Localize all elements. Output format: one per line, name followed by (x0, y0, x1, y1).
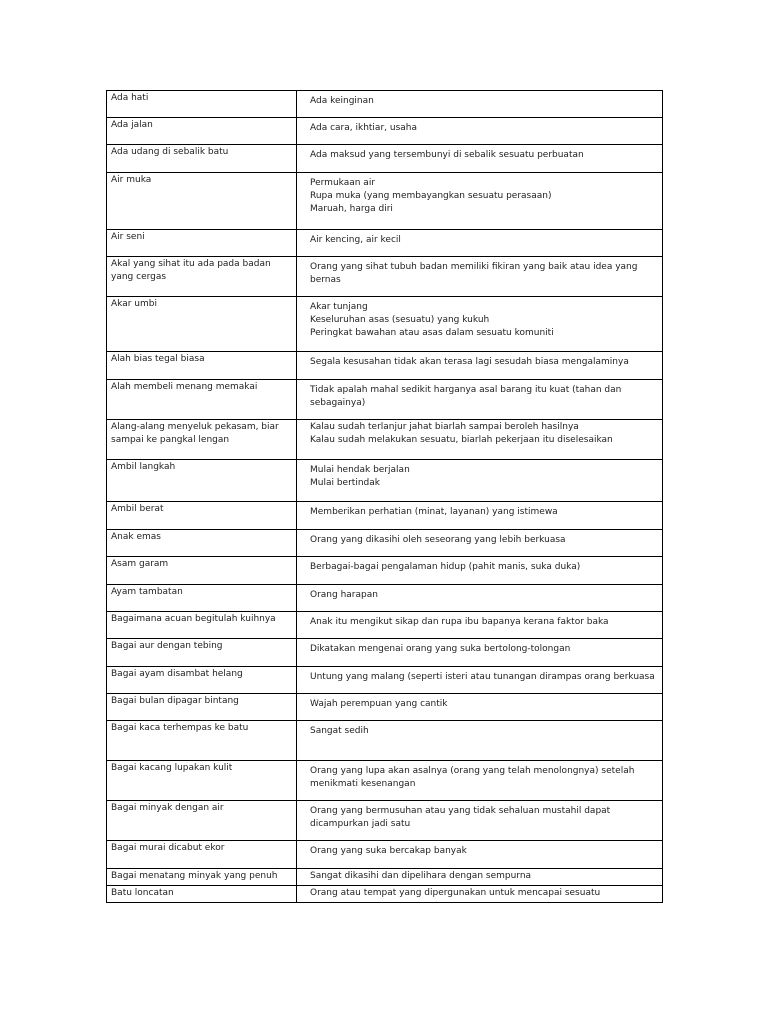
meaning-line: Rupa muka (yang membayangkan sesuatu perasaan) (310, 191, 552, 201)
meaning-cell (297, 801, 663, 841)
table-row (107, 502, 663, 530)
table-row (107, 557, 663, 585)
meaning-cell (297, 257, 663, 297)
meaning-cell (297, 761, 663, 801)
term-cell: Bagai bulan dipagar bintang (107, 694, 297, 721)
table-row (107, 801, 663, 841)
meaning-cell (297, 721, 663, 761)
meaning-line: Untung yang malang (seperti isteri atau tunangan dirampas orang berkuasa (310, 672, 655, 682)
term-cell: Bagai kaca terhempas ke batu (107, 721, 297, 761)
term-cell: Air muka (107, 173, 297, 230)
table-row (107, 585, 663, 612)
term-cell: Ambil berat (107, 502, 297, 530)
table-row (107, 869, 663, 886)
meaning-cell (297, 502, 663, 530)
meaning-cell (297, 639, 663, 667)
meaning-cell (297, 91, 663, 118)
meaning-line: Maruah, harga diri (310, 204, 393, 214)
term-cell: Bagai aur dengan tebing (107, 639, 297, 667)
table-row (107, 694, 663, 721)
meaning-cell (297, 420, 663, 460)
term-cell: Bagai murai dicabut ekor (107, 841, 297, 869)
idiom-table (106, 90, 663, 903)
meaning-cell (297, 118, 663, 145)
meaning-line: Ada keinginan (310, 96, 374, 106)
term-cell: Asam garam (107, 557, 297, 585)
table-row (107, 639, 663, 667)
table-row (107, 352, 663, 380)
meaning-line: Keseluruhan asas (sesuatu) yang kukuh (310, 315, 490, 325)
meaning-line: Mulai bertindak (310, 478, 380, 488)
table-row (107, 667, 663, 694)
term-cell: Ada udang di sebalik batu (107, 145, 297, 173)
meaning-line: Sangat sedih (310, 726, 369, 736)
meaning-line: Air kencing, air kecil (310, 235, 401, 245)
meaning-cell (297, 530, 663, 557)
term-cell: Akar umbi (107, 297, 297, 352)
term-cell: Batu loncatan (107, 886, 297, 903)
meaning-line: Orang yang dikasihi oleh seseorang yang lebih berkuasa (310, 535, 566, 545)
meaning-line: Orang atau tempat yang dipergunakan untuk mencapai sesuatu (310, 888, 601, 898)
meaning-cell (297, 667, 663, 694)
meaning-line: Sangat dikasihi dan dipelihara dengan sempurna (310, 871, 532, 881)
meaning-cell (297, 145, 663, 173)
meaning-cell (297, 612, 663, 639)
table-row (107, 145, 663, 173)
meaning-line: Anak itu mengikut sikap dan rupa ibu bapanya kerana faktor baka (310, 617, 609, 627)
meaning-cell (297, 869, 663, 886)
meaning-line: Akar tunjang (310, 302, 368, 312)
meaning-line: Berbagai-bagai pengalaman hidup (pahit manis, suka duka) (310, 562, 581, 572)
meaning-line: Wajah perempuan yang cantik (310, 699, 448, 709)
term-cell: Ayam tambatan (107, 585, 297, 612)
table-row (107, 420, 663, 460)
table-row (107, 91, 663, 118)
meaning-line: Mulai hendak berjalan (310, 465, 410, 475)
meaning-line: Orang yang lupa akan asalnya (orang yang telah menolongnya) setelah menikmati kesenangan (310, 766, 635, 789)
term-cell: Akal yang sihat itu ada pada badan yang cergas (107, 257, 297, 297)
meaning-line: Orang yang suka bercakap banyak (310, 846, 467, 856)
term-cell: Anak emas (107, 530, 297, 557)
meaning-line: Ada maksud yang tersembunyi di sebalik sesuatu perbuatan (310, 150, 584, 160)
term-cell: Bagai menatang minyak yang penuh (107, 869, 297, 886)
meaning-line: Orang yang bermusuhan atau yang tidak sehaluan mustahil dapat dicampurkan jadi satu (310, 806, 611, 829)
idiom-table-body (107, 91, 663, 903)
meaning-line: Peringkat bawahan atau asas dalam sesuatu komuniti (310, 328, 554, 338)
table-row (107, 721, 663, 761)
term-cell: Bagaimana acuan begitulah kuihnya (107, 612, 297, 639)
table-row (107, 530, 663, 557)
meaning-cell (297, 460, 663, 502)
term-cell: Bagai ayam disambat helang (107, 667, 297, 694)
term-cell: Ada jalan (107, 118, 297, 145)
term-cell: Alah bias tegal biasa (107, 352, 297, 380)
meaning-cell (297, 557, 663, 585)
meaning-line: Orang yang sihat tubuh badan memiliki fikiran yang baik atau idea yang bernas (310, 262, 638, 285)
term-cell: Alah membeli menang memakai (107, 380, 297, 420)
term-cell: Ada hati (107, 91, 297, 118)
table-row (107, 612, 663, 639)
table-row (107, 173, 663, 230)
term-cell: Air seni (107, 230, 297, 257)
table-row (107, 841, 663, 869)
meaning-line: Tidak apalah mahal sedikit harganya asal barang itu kuat (tahan dan sebagainya) (310, 385, 622, 408)
meaning-line: Dikatakan mengenai orang yang suka bertolong-tolongan (310, 644, 571, 654)
table-row (107, 297, 663, 352)
meaning-line: Kalau sudah terlanjur jahat biarlah sampai beroleh hasilnya (310, 422, 579, 432)
meaning-line: Segala kesusahan tidak akan terasa lagi sesudah biasa mengalaminya (310, 357, 629, 367)
meaning-line: Memberikan perhatian (minat, layanan) yang istimewa (310, 507, 558, 517)
meaning-cell (297, 173, 663, 230)
table-row (107, 230, 663, 257)
table-row (107, 118, 663, 145)
table-row (107, 886, 663, 903)
meaning-cell (297, 585, 663, 612)
meaning-line: Ada cara, ikhtiar, usaha (310, 123, 417, 133)
meaning-cell (297, 886, 663, 903)
term-cell: Alang-alang menyeluk pekasam, biar sampai ke pangkal lengan (107, 420, 297, 460)
meaning-cell (297, 230, 663, 257)
meaning-cell (297, 380, 663, 420)
meaning-line: Kalau sudah melakukan sesuatu, biarlah pekerjaan itu diselesaikan (310, 435, 613, 445)
table-row (107, 257, 663, 297)
meaning-cell (297, 352, 663, 380)
term-cell: Bagai kacang lupakan kulit (107, 761, 297, 801)
meaning-cell (297, 297, 663, 352)
table-row (107, 761, 663, 801)
meaning-line: Permukaan air (310, 178, 376, 188)
table-row (107, 380, 663, 420)
meaning-cell (297, 841, 663, 869)
term-cell: Bagai minyak dengan air (107, 801, 297, 841)
table-row (107, 460, 663, 502)
meaning-line: Orang harapan (310, 590, 378, 600)
term-cell: Ambil langkah (107, 460, 297, 502)
meaning-cell (297, 694, 663, 721)
